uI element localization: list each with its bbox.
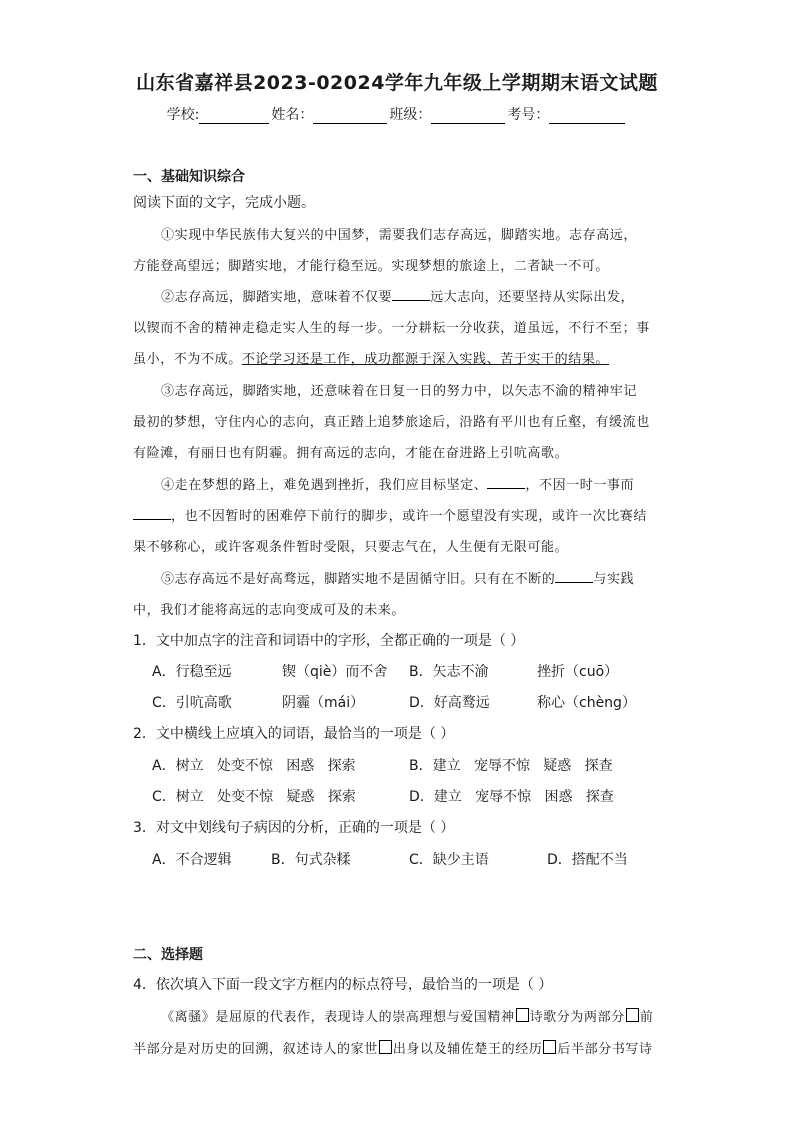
- q1-option-b[interactable]: B．矢志不渝: [409, 664, 489, 680]
- q4-passage-line1: [133, 1006, 688, 1025]
- exam-no-label: 考号：: [507, 107, 550, 123]
- question-1-stem: 1．文中加点字的注音和词语中的字形，全都正确的一项是（ ）: [133, 633, 525, 649]
- q2-option-b[interactable]: B．建立 宠辱不惊 疑惑 探查: [409, 758, 613, 774]
- punctuation-box-2: [626, 1008, 639, 1022]
- p2-text-c: 虽小，不为不成。: [133, 352, 242, 367]
- passage-p5-line1: [133, 568, 688, 587]
- punctuation-box-3: [379, 1040, 392, 1054]
- passage-p2-line1: [133, 286, 688, 305]
- question-4-stem: 4．依次填入下面一段文字方框内的标点符号，最恰当的一项是（ ）: [133, 977, 553, 993]
- q4-text-e: 出身以及辅佐楚王的经历: [392, 1042, 543, 1057]
- q3-option-d[interactable]: D．搭配不当: [547, 852, 628, 868]
- q1-option-d-word2: 称心（chèng）: [537, 695, 636, 711]
- underlined-sentence: 不论学习还是工作，成功都源于深入实践、苦于实干的结果。: [241, 352, 610, 367]
- exam-no-blank[interactable]: [549, 109, 625, 124]
- q4-passage-line2: [133, 1038, 660, 1057]
- question-2-stem: 2．文中横线上应填入的词语，最恰当的一项是（ ）: [133, 726, 455, 742]
- passage-p1-line2: 方能登高望远；脚踏实地，才能行稳至远。实现梦想的旅途上，二者缺一不可。: [133, 259, 610, 274]
- section2-heading: 二、选择题: [133, 947, 203, 963]
- passage-p2-line3: [133, 348, 660, 367]
- q1-option-c-word2: 阴霾（mái）: [282, 695, 365, 711]
- fill-blank-1: [392, 288, 430, 301]
- p4-text-c: ，也不因暂时的困难停下前行的脚步，或许一个愿望没有实现，或许一次比赛结: [171, 509, 648, 524]
- student-info-line: [0, 104, 794, 124]
- question-3-stem: 3．对文中划线句子病因的分析，正确的一项是（ ）: [133, 820, 455, 836]
- q3-option-a[interactable]: A．不合逻辑: [152, 852, 232, 868]
- q2-option-a[interactable]: A．树立 处变不惊 困惑 探索: [152, 758, 356, 774]
- passage-p3-line2: 最初的梦想，守住内心的志向，真正踏上追梦旅途后，沿路有平川也有丘壑，有缓流也: [133, 415, 650, 430]
- passage-p4-line3: 果不够称心，或许客观条件暂时受限，只要志气在，人生便有无限可能。: [133, 540, 569, 555]
- q2-option-d[interactable]: D．建立 宠辱不惊 困惑 探查: [409, 789, 614, 805]
- fill-blank-2: [487, 476, 525, 489]
- p2-text-b: 远大志向，还要坚持从实际出发，: [430, 290, 635, 305]
- passage-p2-line2: 以锲而不舍的精神走稳走实人生的每一步。一分耕耘一分收获，道虽远，不行不至；事: [133, 321, 650, 336]
- school-label: 学校:: [166, 107, 200, 123]
- q3-option-b[interactable]: B．句式杂糅: [271, 852, 351, 868]
- q1-option-c[interactable]: C．引吭高歌: [152, 695, 232, 711]
- name-label: 姓名：: [271, 107, 314, 123]
- q4-text-d: 半部分是对历史的回溯，叙述诗人的家世: [133, 1042, 378, 1057]
- fill-blank-3: [133, 507, 171, 520]
- q4-text-a: 《离骚》是屈原的代表作，表现诗人的崇高理想与爱国精神: [161, 1010, 515, 1025]
- passage-p5-line2: 中，我们才能将高远的志向变成可及的未来。: [133, 603, 406, 618]
- q1-option-a-word2: 锲（qiè）而不舍: [282, 664, 388, 680]
- p2-text-a: ②志存高远，脚踏实地，意味着不仅要: [161, 290, 393, 305]
- passage-p4-line2: [133, 505, 660, 524]
- p4-text-b: ，不因一时一事而: [525, 478, 635, 493]
- q4-text-c: 前: [639, 1010, 654, 1025]
- q1-option-a[interactable]: A．行稳至远: [152, 664, 232, 680]
- p5-text-b: 与实践: [593, 572, 635, 587]
- q4-text-b: 诗歌分为两部分: [529, 1010, 625, 1025]
- school-blank[interactable]: [199, 109, 269, 124]
- class-blank[interactable]: [431, 109, 505, 124]
- q4-text-f: 后半部分书写诗: [557, 1042, 653, 1057]
- q1-option-d[interactable]: D．好高鹜远: [409, 695, 490, 711]
- passage-p3-line1: ③志存高远，脚踏实地，还意味着在日复一日的努力中，以矢志不渝的精神牢记: [161, 384, 638, 399]
- p5-text-a: ⑤志存高远不是好高骛远，脚踏实地不是固循守旧。只有在不断的: [161, 572, 556, 587]
- q1-option-b-word2: 挫折（cuō）: [537, 664, 619, 680]
- name-blank[interactable]: [313, 109, 387, 124]
- passage-p4-line1: [133, 474, 688, 493]
- fill-blank-4: [555, 570, 593, 583]
- section1-heading: 一、基础知识综合: [133, 169, 245, 185]
- page-title: 山东省嘉祥县2023-02024学年九年级上学期期末语文试题: [136, 72, 658, 94]
- class-label: 班级：: [389, 107, 432, 123]
- punctuation-box-4: [543, 1040, 556, 1054]
- passage-p3-line3: 有险滩，有丽日也有阴霾。拥有高远的志向，才能在奋进路上引吭高歌。: [133, 446, 569, 461]
- punctuation-box-1: [516, 1008, 529, 1022]
- passage-p1-line1: ①实现中华民族伟大复兴的中国梦，需要我们志存高远，脚踏实地。志存高远，: [161, 228, 638, 243]
- p4-text-a: ④走在梦想的路上，难免遇到挫折，我们应目标坚定、: [161, 478, 488, 493]
- q3-option-c[interactable]: C．缺少主语: [409, 852, 489, 868]
- q2-option-c[interactable]: C．树立 处变不惊 疑惑 探索: [152, 789, 356, 805]
- reading-instruction: 阅读下面的文字，完成小题。: [133, 195, 315, 211]
